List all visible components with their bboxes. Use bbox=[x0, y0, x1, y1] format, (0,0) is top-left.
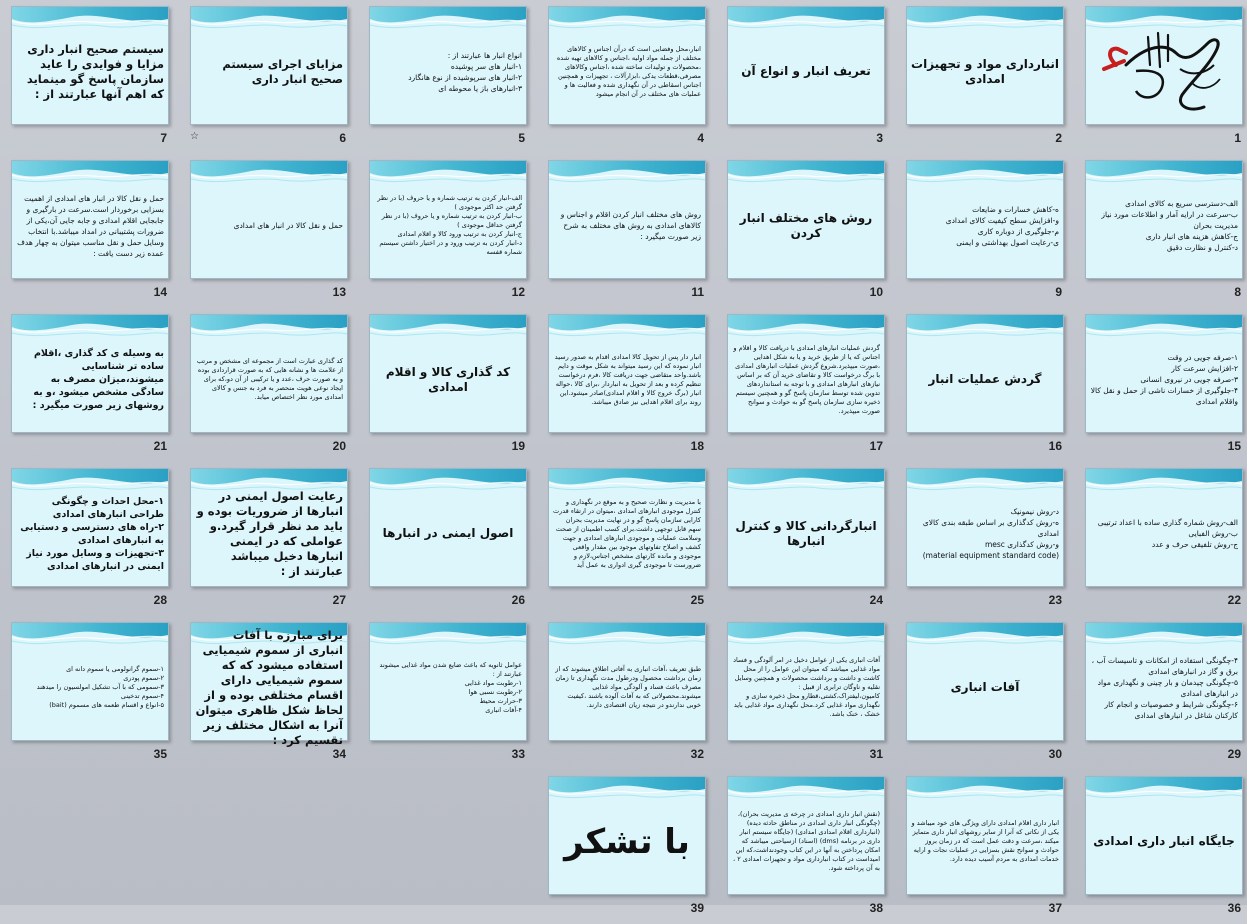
slide-number: 37 bbox=[1048, 901, 1062, 915]
slide-content bbox=[195, 175, 343, 276]
slide-thumbnail-20[interactable] bbox=[190, 314, 352, 462]
slide-content bbox=[1090, 791, 1238, 892]
slide-number: 24 bbox=[869, 593, 883, 607]
slide-thumbnail-21[interactable] bbox=[11, 314, 173, 462]
slide-text: حمل و نقل کالا در انبار های امدادی از اهمیت بسزایی برخوردار است.سرعت در بارگیری و جابجایی اقلام امدادی و جابه جایی آن،یکی از ضرورات پشتیبانی در امداد میباشد.با انتخاب وسایل حمل و نقل مناسب میتوان به چهار هدف عمده زیر دست یافت : bbox=[17, 193, 164, 258]
slide-canvas[interactable] bbox=[1085, 468, 1243, 587]
slide-number: 8 bbox=[1234, 285, 1241, 299]
slide-number: 34 bbox=[332, 747, 346, 761]
slide-content bbox=[911, 637, 1059, 738]
slide-number: 2 bbox=[1055, 131, 1062, 145]
slide-text: آفات انباری یکی از عوامل دخیل در امر آلودگی و فساد مواد غذایی میباشد که میتوان این عوامل را از محل کاشت و داشت و برداشت محصولات و همچنین وسایل نقلیه و ناوگان ترابری از قبیل : کامیون،لیفتراک،کشتی،قطارو محل ذخیره سازی و نگهداری مواد غذایی کرد.محل نگهداری مواد غذایی باید خشک ، خنک باشد. bbox=[733, 656, 880, 718]
slide-content bbox=[553, 21, 701, 122]
slide-canvas[interactable] bbox=[1085, 776, 1243, 895]
slide-text: جایگاه انبار داری امدادی bbox=[1093, 834, 1235, 848]
slide-text: ۱-صرفه جویی در وقت ۲-افزایش سرعت کار ۳-صرفه جویی در نیروی انسانی ۴-جلوگیری از خسارات ناشی از حمل و نقل کالا واقلام امدادی bbox=[1090, 353, 1238, 406]
slide-text: با تشکر bbox=[564, 821, 690, 862]
slide-thumbnail-33[interactable] bbox=[369, 622, 531, 770]
slide-text: انبار داری اقلام امدادی دارای ویژگی های خود میباشد و یکی از نکاتی که آنرا از سایر روشهای انبار داری متمایز میکند ،سرعت و دقت عمل است که در زمان بروز حوادث و سوانح نقش بسزایی در عملیات نجات و ارایه خدمات امدادی به مردم آسیب دیده دارد. bbox=[911, 819, 1059, 863]
slide-text: انبارگردانی کالا و کنترل انبارها bbox=[735, 518, 877, 548]
slide-content bbox=[732, 175, 880, 276]
slide-canvas[interactable] bbox=[11, 468, 169, 587]
slide-number: 30 bbox=[1048, 747, 1062, 761]
slide-canvas[interactable] bbox=[11, 160, 169, 279]
slide-content bbox=[553, 329, 701, 430]
slide-text: انبار،محل وفضایی است که درآن اجناس و کالاهای مختلف از جمله مواد اولیه ،اجناس و کالاهای تهیه شده ،محصولات و تولیدات ساخته شده ،اجناس وکالاهای مصرفی،قطعات یدکی ،ابزارآلات ، تجهیزات و همچنین اجناس اسقاطی در آن نگهداری شده و فعالیت ها و عملیات های مختلف در آن انجام میشود bbox=[556, 44, 701, 98]
slide-text: انواع انبار ها عبارتند از : ۱-انبار های سر پوشیده ۲-انبار های سرپوشیده از نوع هانگارد ۳-انبارهای باز یا محوطه ای bbox=[408, 50, 522, 93]
slide-content bbox=[911, 329, 1059, 430]
slide-canvas[interactable] bbox=[906, 6, 1064, 125]
slide-content bbox=[732, 21, 880, 122]
slide-text: مزایای اجرای سیستم صحیح انبار داری bbox=[222, 56, 343, 86]
slide-thumbnail-12[interactable] bbox=[369, 160, 531, 308]
slide-thumbnail-3[interactable] bbox=[727, 6, 889, 154]
slide-content bbox=[732, 329, 880, 430]
slide-thumbnail-39[interactable] bbox=[548, 776, 710, 924]
slide-number: 4 bbox=[697, 131, 704, 145]
slide-thumbnail-10[interactable] bbox=[727, 160, 889, 308]
slide-thumbnail-29[interactable] bbox=[1085, 622, 1247, 770]
slide-text: طبق تعریف ،آفات انباری به آفاتی اطلاق میشوند که از زمان برداشت محصول ودرطول مدت نگهداری تا زمان مصرف باعث فساد و آلودگی مواد غذایی میشوند.محصولاتی که به آفات آلوده باشند ،کیفیت خوبی ندارندو در نتیجه زیان اقتصادی دارند. bbox=[555, 665, 701, 709]
slide-canvas[interactable] bbox=[190, 160, 348, 279]
slide-number: 11 bbox=[691, 285, 704, 299]
slide-text: ه-کاهش خسارات و ضایعات و-افزایش سطح کیفیت کالای امدادی م-جلوگیری از دوباره کاری ی-رعایت اصول بهداشتی و ایمنی bbox=[945, 204, 1059, 247]
slide-content bbox=[553, 791, 701, 892]
slide-text: رعایت اصول ایمنی در انبارها از ضروریات بوده و باید مد نظر قرار گیرد.و عواملی که در ایمنی انبارها دخیل میباشد عبارتند از : bbox=[196, 488, 343, 578]
slide-content bbox=[911, 21, 1059, 122]
slide-thumbnail-22[interactable] bbox=[1085, 468, 1247, 616]
slide-content bbox=[374, 483, 522, 584]
slide-canvas[interactable] bbox=[906, 160, 1064, 279]
slide-content bbox=[732, 791, 880, 892]
slide-thumbnail-7[interactable] bbox=[11, 6, 173, 154]
slide-canvas[interactable] bbox=[548, 468, 706, 587]
slide-content bbox=[911, 483, 1059, 584]
slide-canvas[interactable] bbox=[548, 160, 706, 279]
slide-content bbox=[16, 329, 164, 430]
slide-content bbox=[374, 21, 522, 122]
slide-thumbnail-27[interactable] bbox=[190, 468, 352, 616]
slide-number: 9 bbox=[1055, 285, 1062, 299]
slide-thumbnail-25[interactable] bbox=[548, 468, 710, 616]
slide-thumbnail-34[interactable] bbox=[190, 622, 352, 770]
slide-content bbox=[911, 175, 1059, 276]
slide-thumbnail-23[interactable] bbox=[906, 468, 1068, 616]
slide-thumbnail-5[interactable] bbox=[369, 6, 531, 154]
slide-canvas[interactable] bbox=[190, 468, 348, 587]
slide-thumbnail-32[interactable] bbox=[548, 622, 710, 770]
slide-number: 20 bbox=[332, 439, 346, 453]
slide-number: 3 bbox=[876, 131, 883, 145]
slide-canvas[interactable] bbox=[727, 468, 885, 587]
slide-content bbox=[553, 175, 701, 276]
slide-thumbnail-14[interactable] bbox=[11, 160, 173, 308]
slide-number: 36 bbox=[1227, 901, 1241, 915]
slide-canvas[interactable] bbox=[369, 468, 527, 587]
slide-number: 17 bbox=[869, 439, 883, 453]
slide-canvas[interactable] bbox=[1085, 314, 1243, 433]
slide-text: اصول ایمنی در انبارها bbox=[382, 526, 514, 540]
slide-canvas[interactable] bbox=[369, 6, 527, 125]
slide-number: 32 bbox=[690, 747, 704, 761]
slide-content bbox=[553, 637, 701, 738]
slide-text: گردش عملیات انبار bbox=[928, 372, 1042, 386]
slide-thumbnail-2[interactable] bbox=[906, 6, 1068, 154]
slide-canvas[interactable] bbox=[727, 314, 885, 433]
slide-canvas[interactable] bbox=[369, 622, 527, 741]
slide-canvas[interactable] bbox=[11, 622, 169, 741]
slide-number: 39 bbox=[690, 901, 704, 915]
slide-text: (نقش انبار داری امدادی در چرخه ی مدیریت بحران)، (چگونگی انبار داری امدادی در مناطق حادثه دیده) (انبارداری اقلام امدادی امدادی) (جایگاه سیستم انبار داری در برنامه (dms) (اسناد) ازسیاحتی میباشد که امکان پرداختن به آنها در این کتاب وجودنداشت،که این امیداست در کتاب انبارداری مواد و تجهیزات امدادی ۲ ، به آن پرداخته شود. bbox=[733, 810, 880, 872]
slide-number: 31 bbox=[869, 747, 883, 761]
slide-thumbnail-15[interactable] bbox=[1085, 314, 1247, 462]
slide-number: 7 bbox=[160, 131, 167, 145]
slide-content bbox=[732, 483, 880, 584]
slide-canvas[interactable] bbox=[190, 314, 348, 433]
slide-number: 27 bbox=[332, 593, 346, 607]
slide-number: 21 bbox=[153, 439, 167, 453]
slide-canvas[interactable] bbox=[11, 314, 169, 433]
slide-number: 13 bbox=[332, 285, 346, 299]
slide-number: 33 bbox=[511, 747, 525, 761]
slide-content bbox=[16, 637, 164, 738]
slide-text: روش های مختلف انبار کردن bbox=[739, 210, 873, 240]
slide-text: سیستم صحیح انبار داری مزایا و فوایدی را عاید سازمان پاسخ گو مینماید که اهم آنها عبارتند از : bbox=[26, 41, 164, 101]
slide-canvas[interactable] bbox=[548, 6, 706, 125]
slide-thumbnail-17[interactable] bbox=[727, 314, 889, 462]
slide-text: ۱-محل احداث و چگونگی طراحی انبارهای امدادی ۲-راه های دسترسی و دستیابی به انبارهای امدادی ۳-تجهیزات و وسایل مورد نیاز ایمنی در انبارهای امدادی bbox=[20, 495, 164, 572]
slide-content bbox=[1090, 483, 1238, 584]
slide-number: 22 bbox=[1227, 593, 1241, 607]
slide-content bbox=[1090, 175, 1238, 276]
slide-thumbnail-16[interactable] bbox=[906, 314, 1068, 462]
slide-canvas[interactable] bbox=[906, 776, 1064, 895]
slide-number: 1 bbox=[1234, 131, 1241, 145]
slide-canvas[interactable] bbox=[727, 160, 885, 279]
slide-number: 23 bbox=[1048, 593, 1062, 607]
slide-text: ۱-سموم گرانولومی یا سموم دانه ای ۲-سموم پودری ۳-سمومی که با آب تشکیل امولسیون را میدهند ۴-سموم تدخینی ۵-انواع و اقسام طعمه های مسموم (bait) bbox=[36, 665, 164, 709]
slide-thumbnail-9[interactable] bbox=[906, 160, 1068, 308]
slide-content bbox=[732, 637, 880, 738]
slide-text: آفات انباری bbox=[950, 680, 1020, 694]
slide-canvas[interactable] bbox=[190, 622, 348, 747]
slide-text: کد گذاری کالا و اقلام امدادی bbox=[385, 364, 511, 394]
slide-text: عوامل ثانویه که باعث ضایع شدن مواد غذایی میشوند عبارتند از : ۱-رطوبت مواد غذایی ۲-رطوبت نسبی هوا ۳-حرارت محیط ۴-آفات انباری bbox=[379, 660, 522, 714]
slide-canvas[interactable] bbox=[1085, 6, 1243, 125]
slide-thumbnail-30[interactable] bbox=[906, 622, 1068, 770]
slide-content bbox=[195, 329, 343, 430]
slide-thumbnail-35[interactable] bbox=[11, 622, 173, 770]
slide-canvas[interactable] bbox=[727, 776, 885, 895]
slide-thumbnail-37[interactable] bbox=[906, 776, 1068, 924]
slide-canvas[interactable] bbox=[548, 622, 706, 741]
slide-text: ۴-چگونگی استفاده از امکانات و تاسیسات آب ، برق و گاز در انبارهای امدادی ۵-چگونگی چیدمان و بار چینی و نگهداری مواد در انبارهای امدادی ۶-چگونگی شرایط و خصوصیات و انجام کار کارکنان شاغل در انبارهای امدادی bbox=[1091, 655, 1238, 720]
slide-text: حمل و نقل کالا در انبار های امدادی bbox=[233, 221, 343, 230]
slide-text: الف-انبار کردن به ترتیب شماره و یا حروف (با در نظر گرفتن حد اکثر موجودی ) ب-انبار کردن به ترتیب شماره و یا حروف (با در نظر گرفتن حداقل موجودی ) ج-انبار کردن به ترتیب ورود کالا و اقلام امدادی د-انبار کردن به ترتیب ورود و در اختیار داشتن سیستم شماره قفسه bbox=[377, 194, 522, 256]
slide-canvas[interactable] bbox=[727, 622, 885, 741]
slide-number: 18 bbox=[690, 439, 704, 453]
slide-number: 10 bbox=[869, 285, 883, 299]
slide-number: 12 bbox=[511, 285, 525, 299]
slide-canvas[interactable] bbox=[1085, 160, 1243, 279]
slide-text: کد گذاری عبارت است از مجموعه ای مشخص و مرتب از علامت ها و نشانه هایی که به صورت قراردادی بوده و به صورت حرف ،عدد و یا ترکیبی از آن دو،که برای ایجاد نوعی هویت منحصر به فرد به جنس و کالای امدادی مورد نظر اختصاص میابد. bbox=[196, 357, 343, 401]
slide-thumbnail-36[interactable] bbox=[1085, 776, 1247, 924]
slide-text: انبارداری مواد و تجهیزات امدادی bbox=[911, 56, 1059, 86]
slide-text: برای مبارزه با آفات انباری از سموم شیمیایی استفاده میشود که که سموم شیمیایی دارای اقسام مختلفی بوده و از لحاظ شکل ظاهری میتوان آنرا به اشکال مختلف زیر تقسیم کرد : bbox=[195, 627, 343, 747]
slide-number: 19 bbox=[511, 439, 525, 453]
slide-thumbnail-6[interactable] bbox=[190, 6, 352, 154]
slide-canvas[interactable] bbox=[906, 622, 1064, 741]
slide-number: 35 bbox=[153, 747, 167, 761]
slide-content bbox=[1090, 637, 1238, 738]
slide-thumbnail-24[interactable] bbox=[727, 468, 889, 616]
slide-canvas[interactable] bbox=[727, 6, 885, 125]
slide-canvas[interactable] bbox=[369, 314, 527, 433]
slide-number: 28 bbox=[153, 593, 167, 607]
slide-content bbox=[911, 791, 1059, 892]
slide-content bbox=[16, 483, 164, 584]
slide-thumbnail-38[interactable] bbox=[727, 776, 889, 924]
slide-canvas[interactable] bbox=[369, 160, 527, 279]
slide-content bbox=[374, 329, 522, 430]
slide-text: انبار دار پس از تحویل کالا امدادی اقدام به صدور رسید انبار نموده که این رسید میتواند به شکل موقت و دایم باشد.واحد متقاضی جهت دریافت کالا ،فرم درخواست تنظیم کرده و بعد از تحویل به انباردار ،برای کالا ،حواله انبار (برگ خروج کالا و اقلام امدادی)صادر میشود.این روند برای اقلام اهدایی نیز صادق میباشد. bbox=[554, 352, 701, 406]
slide-text: با مدیریت و نظارت صحیح و به موقع در نگهداری و کنترل موجودی انبارهای امدادی ،میتوان در ارتقاء قدرت کارایی سازمان پاسخ گو و در نهایت مدیریت بحران سهم قابل توجهی داشت.برای کسب اطمینان از صحت وسلامت عملیات و موجودی انبارهای امدادی و جهت کشف و اصلاح تفاوتهای موجود بین مقدار واقعی موجودی و مانده کارتهای مشخص اجناس،لازم و ضرورست تا موجودی گیری ادواری به عمل آید bbox=[553, 497, 701, 569]
slide-thumbnail-13[interactable] bbox=[190, 160, 352, 308]
slide-number: 26 bbox=[511, 593, 525, 607]
slide-thumbnail-18[interactable] bbox=[548, 314, 710, 462]
slide-content bbox=[16, 21, 164, 122]
slide-content bbox=[195, 21, 343, 122]
animation-star-icon[interactable]: ☆ bbox=[190, 131, 199, 142]
slide-thumbnail-31[interactable] bbox=[727, 622, 889, 770]
slide-thumbnail-1[interactable] bbox=[1085, 6, 1247, 154]
slide-thumbnail-19[interactable] bbox=[369, 314, 531, 462]
slide-content bbox=[16, 175, 164, 276]
slide-number: 16 bbox=[1048, 439, 1062, 453]
slide-number: 6 bbox=[339, 131, 346, 145]
slide-text: الف-روش شماره گذاری ساده با اعداد ترتیبی ب-روش الفبایی ج-روش تلفیقی حرف و عدد bbox=[1097, 518, 1238, 549]
slide-text: تعریف انبار و انواع آن bbox=[741, 64, 871, 78]
slide-text: الف-دسترسی سریع به کالای امدادی ب-سرعت در ارایه آمار و اطلاعات مورد نیاز مدیریت بحران ج-کاهش هزینه های انبار داری د-کنترل و نظارت دقیق bbox=[1101, 199, 1238, 252]
slide-canvas[interactable] bbox=[11, 6, 169, 125]
slide-number: 38 bbox=[869, 901, 883, 915]
slide-text: د-روش نیمونیک ه-روش کدگذاری بر اساس طبقه بندی کالای امدادی و-روش کدگذاری mesc (material equipment standard code) bbox=[922, 507, 1059, 560]
slide-number: 25 bbox=[690, 593, 704, 607]
slide-content bbox=[374, 637, 522, 738]
slide-content bbox=[553, 483, 701, 584]
slide-content bbox=[195, 483, 343, 584]
slide-canvas[interactable] bbox=[1085, 622, 1243, 741]
bismillah-calligraphy-logo bbox=[1096, 25, 1232, 117]
slide-number: 29 bbox=[1227, 747, 1241, 761]
slide-number: 15 bbox=[1227, 439, 1241, 453]
slide-text: گردش عملیات انبارهای امدادی با دریافت کالا و اقلام و اجناس که یا از طریق خرید و یا به شکل اهدایی ،صورت میپذیرد.شروع گردش عملیات انبارهای امدادی با برگ درخواست کالا و تقاضای خرید آن که بر اساس نیازهای انبارهای امدادی و با توجه به استانداردهای تدوین شده توسط سازمان پاسخ گو و همچنین سیستم ذخیره سازی سازمان پاسخ گو به حوادث و سوانح صورت میپذیرد. bbox=[733, 343, 880, 415]
slide-thumbnail-8[interactable] bbox=[1085, 160, 1247, 308]
slide-content bbox=[195, 627, 343, 747]
slide-content bbox=[1090, 329, 1238, 430]
slide-content bbox=[374, 175, 522, 276]
slide-canvas[interactable] bbox=[906, 468, 1064, 587]
slide-canvas[interactable] bbox=[906, 314, 1064, 433]
slide-canvas[interactable] bbox=[190, 6, 348, 125]
slide-thumbnail-26[interactable] bbox=[369, 468, 531, 616]
slide-thumbnail-28[interactable] bbox=[11, 468, 173, 616]
slide-canvas[interactable] bbox=[548, 776, 706, 895]
slide-number: 14 bbox=[153, 285, 167, 299]
slide-thumbnail-11[interactable] bbox=[548, 160, 710, 308]
slide-number: 5 bbox=[518, 131, 525, 145]
slide-canvas[interactable] bbox=[548, 314, 706, 433]
slide-text: روش های مختلف انبار کردن اقلام و اجناس و کالاهای امدادی به روش های مختلف به شرح زیر صورت میگیرد : bbox=[560, 210, 701, 241]
slide-thumbnail-4[interactable] bbox=[548, 6, 710, 154]
slide-text: به وسیله ی کد گذاری ،اقلام ساده تر شناسایی میشوند،میزان مصرف به سادگی مشخص میشود ،و به روشهای زیر صورت میگیرد : bbox=[32, 348, 164, 411]
